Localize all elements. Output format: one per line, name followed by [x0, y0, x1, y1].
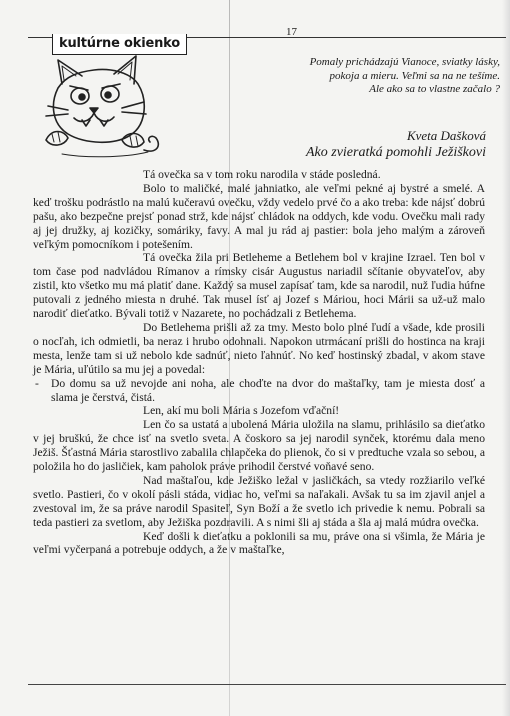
paragraph: Tá ovečka žila pri Betleheme a Betlehem bol v krajine Izrael. Ten bol v tom čase pod nadvládou Rímanov a rímsky cisár Augustus nariadil sčítanie obyvateľov, aby zistil, kto všetko mu má platiť dane. Každý sa musel zapísať tam, kde sa narodil, nuž ľudia húfne putovali z jedného miesta n druhé. Tak musel ísť aj Jozef s Máriou, hoci Márii sa už-už malo narodiť dieťatko. Bývali totiž v Nazarete, no pochádzali z Betlehema.: [33, 251, 485, 321]
paragraph: Nad maštaľou, kde Ježiško ležal v jasličkách, sa vtedy rozžiarilo veľké svetlo. Pastieri, čo v okolí pásli stáda, vidiac ho, veľmi sa naľakali. Avšak tu sa im zjavil anjel a zvestoval im, že sa práve narodil Spasiteľ, Syn Boží a že svetlo ich privedie k nemu. Pobrali sa teda pastieri za svetlom, aby Ježiška pozdravili. A s nimi šli aj stáda a šla aj malá múdra ovečka.: [33, 473, 485, 529]
column-logo: kultúrne okienko: [52, 34, 187, 55]
intro-line: Pomaly prichádzajú Vianoce, sviatky lásky,: [309, 56, 500, 68]
paragraph: Bolo to maličké, malé jahniatko, ale veľmi pekné aj bystré a smelé. A keď trošku podrástlo na malú kučeravú ovečku, vždy vedelo prvé čo a ako treba: kde nájsť dobrú pašu, ako bezpečne prejsť ponad strž, kde nájsť chládok na oddych, kde vodu. Ovečku mali rady aj jej družky, aj kozičky, somáriky, favy. A mal ju rád aj pastier: bola jeho malým a zároveň veľkým pomocníkom i potešením.: [33, 181, 485, 251]
paragraph: Tá ovečka sa v tom roku narodila v stáde posledná.: [143, 168, 381, 181]
scan-edge-shadow: [502, 0, 510, 716]
paragraph: Len, akí mu boli Mária s Jozefom vďační!: [143, 404, 340, 418]
intro-line: Ale ako sa to vlastne začalo ?: [369, 83, 500, 95]
article-title: Ako zvieratká pomohli Ježiškovi: [305, 145, 486, 160]
intro-text: [200, 56, 500, 97]
article-author: Kveta Dašková: [406, 128, 486, 143]
page-number: 17: [286, 26, 297, 38]
article-body: [33, 168, 485, 557]
footer-rule: [28, 684, 506, 685]
paragraph: Do Betlehema prišli až za tmy. Mesto bolo plné ľudí a všade, kde prosili o nocľah, ich odmietli, ba neraz i hrubo odohnali. Napokon utrmácaní prišli do hostinca na kraji mesta, lenže tam si už nebolo kde sadnúť, nieto ľahnúť. No keď hostinský zbadal, v akom stave je Mária, uľútilo sa mu jej a povedal:: [33, 320, 485, 376]
intro-line: pokoja a mieru. Veľmi sa na ne tešíme.: [329, 69, 500, 82]
paragraph: Len čo sa ustatá a ubolená Mária uložila na slamu, prihlásilo sa dieťatko v jej bruškú, že chce isť na svetlo sveta. A čoskoro sa jej narodil synček, ktorému dala meno Ježiš. Šťastná Mária starostlivo zabalila chlapčeka do plienok, čo si v predtuche vzala so sebou, a položila ho do jasličiek, kam paholok práve prihodil čerstvé voňavé seno.: [33, 418, 485, 474]
cat-mascot-illustration: [44, 54, 164, 164]
paragraph: Keď došli k dieťatku a poklonili sa mu, práve ona si všimla, že Mária je veľmi vyčerpaná a potrebuje oddych, a že v maštaľke,: [33, 529, 485, 557]
dialog-paragraph: - Do domu sa už nevojde ani noha, ale choďte na dvor do maštaľky, tam je miesta dosť a slama je čerstvá, čistá.: [33, 377, 485, 405]
